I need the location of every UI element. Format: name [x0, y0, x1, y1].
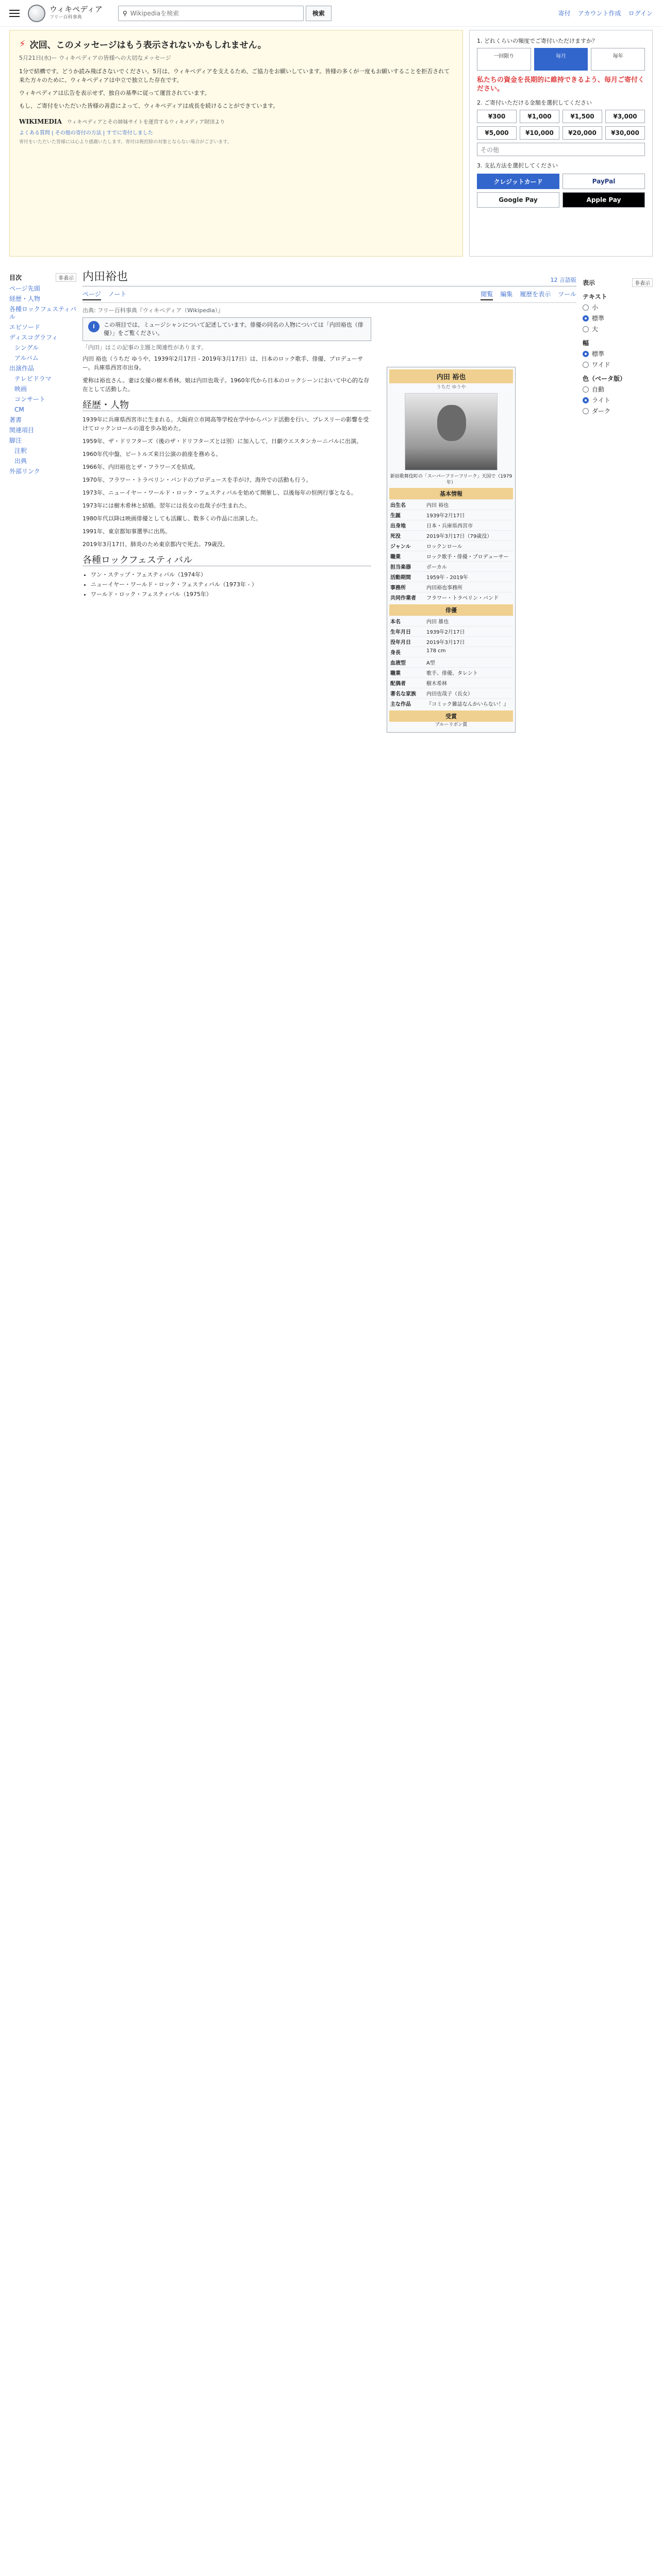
body-paragraph: 1991年、東京都知事選挙に出馬。	[82, 528, 171, 535]
row-value: 178 cm	[426, 648, 446, 654]
infobox	[387, 367, 516, 733]
frequency-question: 1. どれくらいの頻度でご寄付いただけますか？	[477, 38, 598, 44]
logo-text	[49, 5, 103, 22]
amount-option[interactable]: ¥3,000	[605, 110, 645, 123]
infobox-row	[389, 520, 513, 530]
toc-link[interactable]: 出演作品	[9, 365, 35, 372]
frequency-once[interactable]: 一回限り	[477, 48, 531, 71]
language-button[interactable]: 12 言語版	[550, 277, 576, 283]
option-label: 大	[592, 326, 599, 333]
row-key: 職業	[390, 671, 401, 676]
row-value: ロックンロール	[426, 544, 462, 550]
radio-icon[interactable]	[583, 326, 589, 332]
infobox-row	[389, 592, 513, 602]
toc-link[interactable]: テレビドラマ	[14, 375, 52, 382]
toc-link[interactable]: ディスコグラフィ	[9, 334, 58, 341]
login-link[interactable]: ログイン	[628, 10, 653, 17]
row-value: 歌手、俳優、タレント	[426, 671, 478, 676]
option-label: ワイド	[592, 361, 610, 368]
row-key: ジャンル	[390, 544, 411, 550]
row-key: 本名	[390, 619, 401, 625]
article	[82, 268, 576, 727]
row-key: 共同作業者	[390, 596, 416, 601]
width-option[interactable]	[583, 349, 653, 358]
amount-option[interactable]: ¥10,000	[520, 126, 559, 140]
wmf-logo: WIKIMEDIA	[19, 117, 62, 125]
other-amount-input[interactable]: その他	[477, 143, 645, 156]
radio-icon[interactable]	[583, 315, 589, 321]
banner-paragraph: もし、ご寄付をいただいた皆様の善意によって、ウィキペディアは成長を続けることができています。	[19, 103, 279, 109]
page-tabs	[82, 290, 576, 303]
infobox-row	[389, 636, 513, 647]
image-caption: 新宿歌舞伎町の「スーパーフリーフリーク」天国で（1979年）	[390, 474, 512, 485]
apple-pay-button[interactable]: Apple Pay	[562, 192, 645, 208]
paypal-button[interactable]: PayPal	[562, 174, 645, 189]
body-paragraph: 1959年、ザ・ドリフターズ（後のザ・ドリフターズとは別）に加入して、日劇ウエスタンカーニバルに出演。	[82, 438, 362, 445]
row-value: 内田 裕也	[426, 503, 449, 509]
row-value: 1939年2月17日	[426, 630, 465, 635]
infobox-row	[389, 582, 513, 592]
infobox-row	[389, 499, 513, 510]
infobox-row	[389, 571, 513, 582]
toc-item[interactable]	[9, 385, 76, 393]
toc-link[interactable]: アルバム	[14, 354, 39, 362]
banner-subline: 5月21日(水)ー ウィキペディアの皆様への大切なメッセージ	[19, 55, 171, 61]
option-label: ライト	[592, 397, 610, 404]
infobox-section: 受賞	[389, 710, 513, 722]
toc-item[interactable]	[9, 295, 76, 303]
text-size-option[interactable]	[583, 303, 653, 312]
body-paragraph: 1973年には樹木希林と結婚。翌年には長女の也哉子が生まれた。	[82, 502, 250, 509]
banner-fineprint: 寄付をいただいた皆様には心より感謝いたします。寄付は税控除の対象とならない場合がございます。	[19, 140, 232, 145]
toc-link[interactable]: 映画	[14, 385, 27, 393]
toc-link[interactable]: 外部リンク	[9, 468, 40, 475]
page-title: 内田裕也	[82, 270, 128, 283]
infobox-row	[389, 626, 513, 636]
row-value: フラワー・トラベリン・バンド	[426, 596, 499, 601]
row-value: A型	[426, 660, 435, 666]
text-size-option[interactable]	[583, 325, 653, 333]
monthly-appeal: 私たちの資金を長期的に維持できるよう、毎月ご寄付ください。	[477, 76, 645, 93]
infobox-row	[389, 698, 513, 708]
toc-item[interactable]	[9, 285, 76, 293]
list-item: • ニューイヤー・ワールド・ロック・フェスティバル（1973年 - ）	[91, 580, 371, 589]
tab-page[interactable]: ページ	[82, 290, 101, 300]
row-value: 1959年 - 2019年	[426, 575, 468, 581]
menu-icon[interactable]	[9, 10, 20, 17]
infobox-section: 俳優	[389, 604, 513, 616]
radio-icon[interactable]	[583, 362, 589, 368]
banner-paragraph: 1分で結構です。どうか読み飛ばさないでください。5月は、ウィキペディアを支えるため、ご協力をお願いしています。皆様の多くが一度もお願いすることを拒否されて来た方々のために、ウィキペディアは中立で独立した存在です。	[19, 68, 450, 83]
donation-banner	[9, 30, 463, 257]
color-option[interactable]	[583, 385, 653, 394]
section-heading: 各種ロックフェスティバル	[82, 556, 371, 566]
banner-paragraph: ウィキペディアは広告を表示せず、独自の基準に従って運営されています。	[19, 90, 210, 96]
color-option[interactable]	[583, 406, 653, 415]
text-size-label: テキスト	[583, 293, 607, 300]
row-value: 内田也哉子（長女）	[426, 691, 473, 697]
appearance-hide-button[interactable]: 非表示	[632, 278, 653, 287]
site-logo[interactable]	[28, 5, 103, 22]
toc-item[interactable]	[9, 416, 76, 424]
row-key: 出生名	[390, 503, 406, 509]
row-value: 2019年3月17日	[426, 640, 465, 646]
row-value: 樹木希林	[426, 681, 447, 687]
toc-item[interactable]	[9, 437, 76, 445]
toc-link[interactable]: CM	[14, 406, 24, 413]
create-account-link[interactable]: アカウント作成	[577, 10, 621, 17]
disambiguation-notice	[82, 317, 371, 341]
infobox-row	[389, 540, 513, 551]
payment-options	[477, 174, 645, 208]
toc-item[interactable]	[9, 457, 76, 465]
lightning-icon: ⚡	[19, 39, 26, 49]
toc-item[interactable]	[9, 447, 76, 455]
frequency-options	[477, 48, 645, 71]
infobox-ruby: うちだ ゆうや	[436, 385, 466, 390]
row-key: 配偶者	[390, 681, 406, 687]
option-label: 自動	[592, 386, 605, 393]
row-key: 主な作品	[390, 702, 411, 707]
toc-link[interactable]: シングル	[14, 344, 39, 351]
wmf-signature	[19, 117, 453, 125]
toc-item[interactable]	[9, 396, 76, 403]
list-item: • ワールド・ロック・フェスティバル（1975年）	[91, 590, 371, 599]
frequency-monthly[interactable]: 毎月	[534, 48, 588, 71]
search-icon: ⚲	[122, 9, 127, 17]
infobox-row	[389, 561, 513, 571]
hatnote: 「内田」はこの記事の主題と関連性があります。	[82, 344, 207, 351]
infobox-row	[389, 677, 513, 688]
banner-links[interactable]: よくある質問 | その他の寄付の方法 | すでに寄付しました	[19, 130, 153, 136]
search-button[interactable]: 検索	[306, 6, 332, 21]
option-label: 標準	[592, 315, 605, 322]
amount-option[interactable]: ¥30,000	[605, 126, 645, 140]
option-label: ダーク	[592, 408, 611, 415]
infobox-row	[389, 530, 513, 540]
toc-link[interactable]: 注釈	[14, 447, 27, 454]
amount-question: 2. ご寄付いただける金額を選択してください	[477, 99, 592, 106]
row-value: 内田 雄也	[426, 619, 449, 625]
radio-icon[interactable]	[583, 304, 589, 311]
notice-text: この項目では、ミュージシャンについて記述しています。俳優の同名の人物については「内田裕也（俳優）」をご覧ください。	[104, 321, 363, 336]
row-key: 担当楽器	[390, 565, 411, 570]
amount-option[interactable]: ¥5,000	[477, 126, 517, 140]
appearance-header	[583, 278, 653, 287]
lead-paragraph: 内田 裕也（うちだ ゆうや、1939年2月17日 - 2019年3月17日）は、日本のロック歌手、俳優、プロデューサー。兵庫県西宮市出身。	[82, 355, 363, 371]
page-title-bar	[82, 268, 576, 286]
list-item: • ワン・ステップ・フェスティバル（1974年）	[91, 570, 371, 579]
logo-title: ウィキペディア	[49, 4, 103, 14]
festival-list	[82, 570, 371, 599]
toc-item[interactable]	[9, 406, 76, 414]
body-paragraph: 1960年代中盤、ビートルズ来日公演の前座を務める。	[82, 451, 222, 457]
toc-link[interactable]: エピソード	[9, 324, 41, 331]
toc-item[interactable]	[9, 427, 76, 434]
toc-item[interactable]	[9, 375, 76, 383]
credit-card-button[interactable]: クレジットカード	[477, 174, 559, 189]
row-key: 著名な家族	[390, 691, 416, 697]
tab-edit[interactable]: 編集	[500, 291, 513, 298]
body-paragraph: 1973年、ニューイヤー・ワールド・ロック・フェスティバルを始めて開催し、以後毎年の恒例行事となる。	[82, 489, 357, 496]
search-input[interactable]	[130, 10, 299, 17]
toc-link[interactable]: 経歴・人物	[9, 295, 41, 302]
radio-icon[interactable]	[583, 386, 589, 393]
body-paragraph: 1970年、フラワー・トラベリン・バンドのプロデュースを手がけ、海外での活動も行う。	[82, 477, 312, 483]
wmf-note: ウィキペディアとその姉妹サイトを運営するウィキメディア財団より	[67, 120, 225, 125]
banner-headline	[19, 38, 453, 50]
award-note: ブルーリボン賞	[435, 722, 468, 727]
frequency-yearly[interactable]: 毎年	[591, 48, 645, 71]
row-value: 日本・兵庫県西宮市	[426, 523, 473, 529]
infobox-row	[389, 688, 513, 698]
section-heading: 経歴・人物	[82, 401, 371, 411]
row-value: ロック歌手・俳優・プロデューサー	[426, 554, 509, 560]
logo-subtitle: フリー百科事典	[49, 14, 82, 20]
info-icon: i	[88, 321, 100, 332]
amount-option[interactable]: ¥20,000	[562, 126, 602, 140]
namespace-tabs	[82, 290, 126, 300]
appearance-title: 表示	[583, 279, 595, 286]
user-links	[558, 9, 653, 18]
portrait-image[interactable]	[405, 393, 498, 470]
row-value: 『コミック雑誌なんかいらない！』	[426, 702, 509, 707]
option-label: 小	[592, 304, 599, 311]
row-key: 活動期間	[390, 575, 411, 581]
article-body	[82, 354, 371, 599]
amount-option[interactable]: ¥1,000	[520, 110, 559, 123]
toc-item[interactable]	[9, 354, 76, 362]
toc-header	[9, 273, 76, 282]
top-bar	[0, 0, 662, 27]
toc-item[interactable]	[9, 324, 76, 331]
infobox-row	[389, 667, 513, 677]
width-label: 幅	[583, 340, 589, 347]
banner-headline-text: 次回、このメッセージはもう表示されないかもしれません。	[29, 40, 267, 50]
view-tabs	[481, 290, 576, 300]
row-value: ボーカル	[426, 565, 447, 570]
color-option[interactable]	[583, 396, 653, 404]
donation-form	[469, 30, 653, 257]
row-key: 事務所	[390, 585, 406, 591]
radio-icon[interactable]	[583, 351, 589, 357]
radio-icon[interactable]	[583, 408, 589, 414]
row-value: 1939年2月17日	[426, 513, 465, 519]
toc-hide-button[interactable]: 非表示	[56, 273, 76, 282]
toc-link[interactable]: 出典	[14, 457, 27, 465]
row-value: 内田裕也事務所	[426, 585, 462, 591]
amount-options	[477, 110, 645, 156]
google-pay-button[interactable]: Google Pay	[477, 192, 559, 208]
toc-link[interactable]: 著書	[9, 416, 22, 423]
appearance-panel	[583, 278, 653, 417]
row-key: 死没	[390, 534, 401, 539]
infobox-row	[389, 657, 513, 667]
tab-read[interactable]: 閲覧	[481, 290, 493, 300]
body-paragraph: 1966年、内田裕也とザ・フラワーズを結成。	[82, 464, 199, 470]
toc-title: 目次	[9, 274, 22, 281]
toc-item[interactable]	[9, 344, 76, 352]
search-box	[118, 6, 304, 21]
table-of-contents	[9, 268, 76, 478]
body-paragraph: 2019年3月17日、肺炎のため東京都内で死去。79歳没。	[82, 541, 228, 548]
lead-paragraph: 愛称は裕也さん。妻は女優の樹木希林。娘は内田也哉子。1960年代から日本のロックシーンにおいて中心的な存在として活動した。	[82, 377, 370, 393]
toc-link[interactable]: 脚注	[9, 437, 22, 444]
tab-talk[interactable]: ノート	[108, 291, 127, 298]
text-size-option[interactable]	[583, 314, 653, 323]
toc-link[interactable]: ページ先頭	[9, 285, 40, 292]
amount-option[interactable]: ¥1,500	[562, 110, 602, 123]
toc-item[interactable]	[9, 365, 76, 372]
donate-link[interactable]: 寄付	[558, 10, 571, 17]
color-label: 色（ベータ版）	[583, 375, 626, 382]
infobox-row	[389, 616, 513, 626]
body-paragraph: 1939年に兵庫県西宮市に生まれる。大阪府立市岡高等学校在学中からバンド活動を行い、プレスリーの影響を受けてロックンロールの道を歩み始めた。	[82, 416, 369, 432]
option-label: 標準	[592, 350, 605, 358]
infobox-section: 基本情報	[389, 488, 513, 499]
toc-item[interactable]	[9, 334, 76, 342]
row-key: 生年月日	[390, 630, 411, 635]
toc-item[interactable]	[9, 306, 76, 321]
amount-option[interactable]: ¥300	[477, 110, 517, 123]
width-option[interactable]	[583, 360, 653, 369]
row-key: 血液型	[390, 660, 406, 666]
tab-tools[interactable]: ツール	[558, 291, 576, 298]
row-key: 生誕	[390, 513, 401, 519]
toc-link[interactable]: コンサート	[14, 396, 46, 403]
infobox-title: 内田 裕也	[389, 369, 513, 383]
infobox-row	[389, 551, 513, 561]
row-value: 2019年3月17日（79歳没）	[426, 534, 492, 539]
toc-item[interactable]	[9, 468, 76, 476]
globe-icon	[28, 5, 45, 22]
radio-icon[interactable]	[583, 397, 589, 403]
infobox-row	[389, 647, 513, 657]
row-key: 出身地	[390, 523, 406, 529]
toc-link[interactable]: 関連項目	[9, 427, 35, 434]
payment-question: 3. 支払方法を選択してください	[477, 162, 558, 169]
body-paragraph: 1980年代以降は映画俳優としても活躍し、数多くの作品に出演した。	[82, 515, 261, 522]
article-source: 出典: フリー百科事典『ウィキペディア（Wikipedia）』	[82, 307, 224, 314]
toc-link[interactable]: 各種ロックフェスティバル	[9, 306, 76, 320]
tab-history[interactable]: 履歴を表示	[520, 291, 551, 298]
row-key: 没年月日	[390, 640, 411, 646]
row-key: 職業	[390, 554, 401, 560]
infobox-row	[389, 510, 513, 520]
row-key: 身長	[390, 650, 401, 656]
